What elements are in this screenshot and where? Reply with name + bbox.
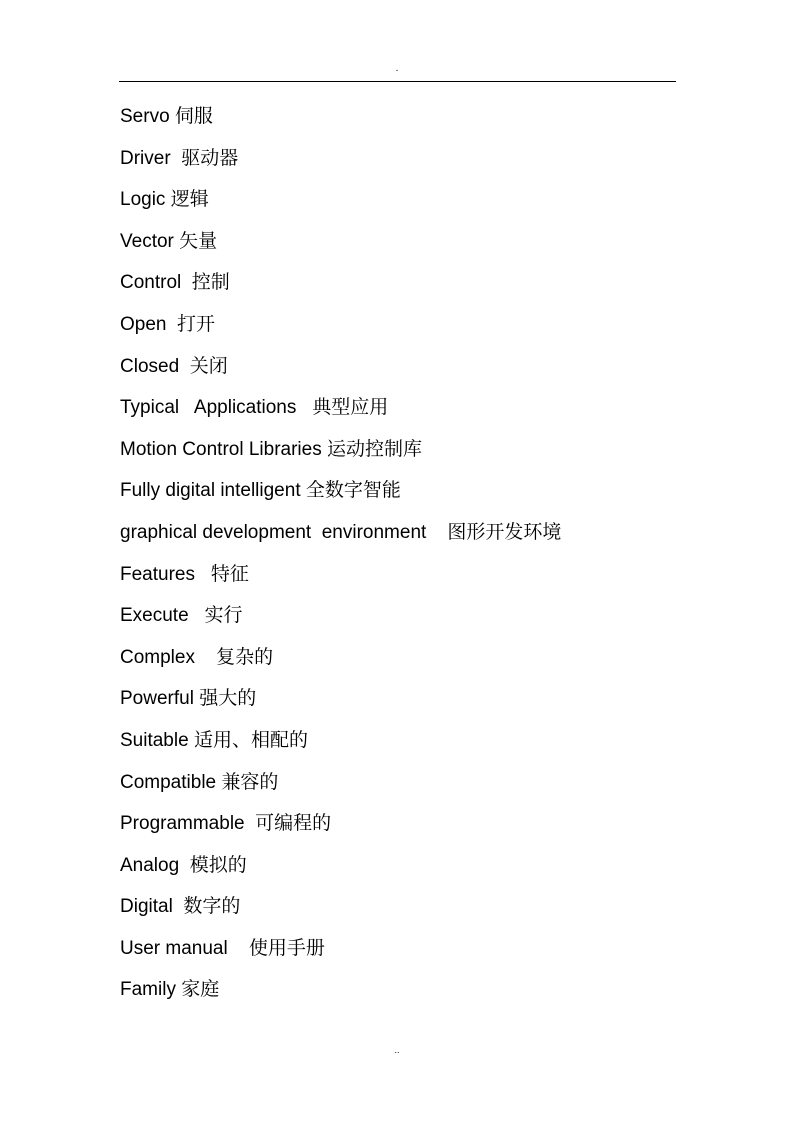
- glossary-list: [120, 96, 680, 1011]
- glossary-entry: graphical development environment 图形开发环境: [120, 521, 562, 543]
- glossary-entry: Open 打开: [120, 313, 216, 335]
- footer-mark: ..: [394, 1045, 400, 1055]
- glossary-entry: User manual 使用手册: [120, 937, 325, 959]
- glossary-entry: Complex 复杂的: [120, 646, 274, 668]
- glossary-entry: Programmable 可编程的: [120, 813, 332, 835]
- glossary-entry: Execute 实行: [120, 605, 243, 627]
- glossary-entry: Powerful 强大的: [120, 688, 257, 710]
- glossary-entry: Motion Control Libraries 运动控制库: [120, 438, 422, 460]
- glossary-entry: Digital 数字的: [120, 896, 241, 918]
- glossary-entry: Typical Applications 典型应用: [120, 397, 389, 419]
- glossary-entry: Logic 逻辑: [120, 189, 209, 211]
- glossary-entry: Vector 矢量: [120, 230, 218, 252]
- glossary-entry: Servo 伺服: [120, 106, 213, 127]
- header-rule: [119, 81, 676, 82]
- glossary-entry: Compatible 兼容的: [120, 771, 279, 793]
- glossary-entry: Family 家庭: [120, 979, 220, 1001]
- glossary-entry: Closed 关闭: [120, 355, 228, 377]
- glossary-entry: Analog 模拟的: [120, 854, 247, 876]
- glossary-entry: Features 特征: [120, 563, 249, 585]
- header-mark: .: [395, 63, 399, 74]
- glossary-entry: Control 控制: [120, 272, 230, 294]
- glossary-entry: Suitable 适用、相配的: [120, 729, 308, 751]
- glossary-entry: Fully digital intelligent 全数字智能: [120, 480, 401, 502]
- glossary-entry: Driver 驱动器: [120, 147, 239, 169]
